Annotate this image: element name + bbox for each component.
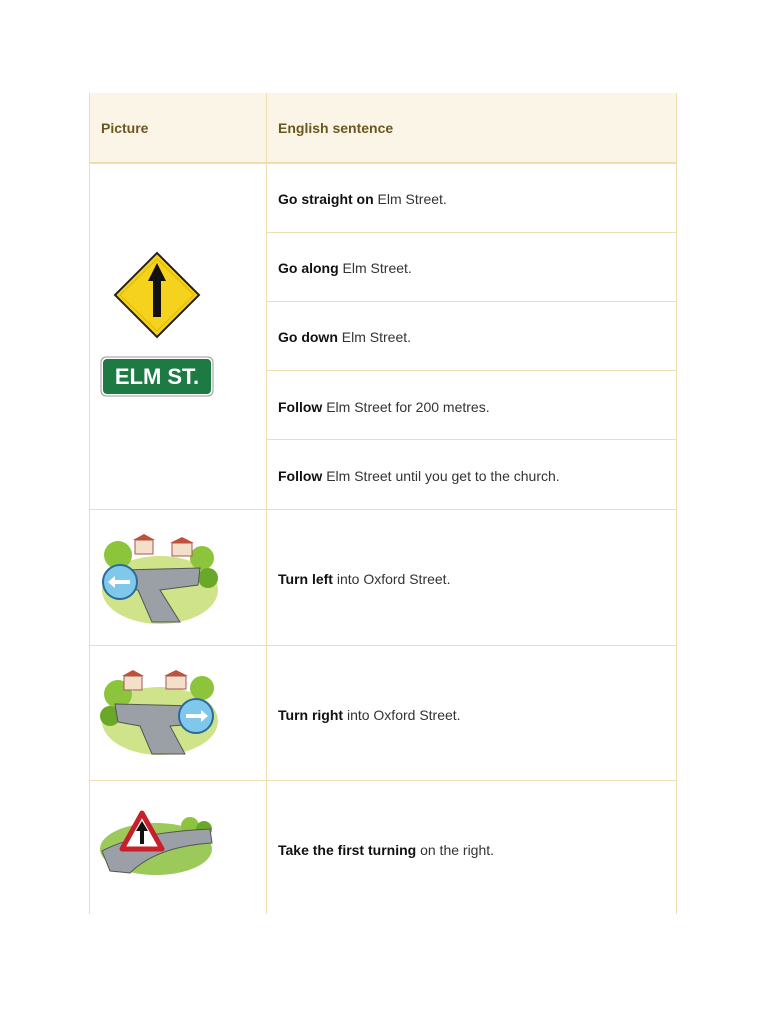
sentence-row bbox=[267, 781, 676, 914]
sentence-keyword: Go down bbox=[278, 329, 338, 345]
sentence-keyword: Turn left bbox=[278, 571, 333, 587]
picture-cell-first-turning bbox=[90, 781, 266, 914]
sentence-keyword: Follow bbox=[278, 399, 323, 415]
sentence-row bbox=[267, 646, 676, 781]
sentence-row bbox=[267, 164, 676, 233]
turn-right-road-icon bbox=[90, 646, 266, 780]
table-right-border bbox=[676, 93, 677, 914]
sentence-row bbox=[267, 302, 676, 371]
sentence-keyword: Go straight on bbox=[278, 191, 374, 207]
sentence-rest: into Oxford Street. bbox=[332, 571, 451, 587]
sentence-keyword: Take the first turning bbox=[278, 842, 417, 858]
picture-cell-turn-right bbox=[90, 646, 266, 781]
elm-st-sign-label: ELM ST. bbox=[114, 364, 200, 389]
sentence-row bbox=[267, 510, 676, 646]
sentence-rest: Elm Street. bbox=[338, 260, 412, 276]
sentence-row bbox=[267, 233, 676, 302]
sentence-keyword: Turn right bbox=[278, 707, 344, 723]
picture-cell-turn-left bbox=[90, 510, 266, 646]
straight-ahead-sign-icon bbox=[90, 164, 266, 509]
directions-table bbox=[89, 93, 677, 914]
sentence-row bbox=[267, 371, 676, 440]
column-divider bbox=[266, 93, 267, 914]
sentence-row bbox=[267, 440, 676, 510]
picture-cell-straight bbox=[90, 164, 266, 510]
first-turning-road-icon bbox=[90, 781, 266, 914]
sentence-rest: Elm Street for 200 metres. bbox=[322, 399, 490, 415]
table-header bbox=[89, 93, 677, 164]
table-left-border bbox=[89, 93, 90, 914]
sentence-keyword: Follow bbox=[278, 468, 323, 484]
sentence-rest: on the right. bbox=[416, 842, 495, 858]
header-english-sentence: English sentence bbox=[278, 120, 394, 136]
sentence-rest: Elm Street. bbox=[337, 329, 412, 345]
sentence-rest: Elm Street. bbox=[373, 191, 447, 207]
header-picture: Picture bbox=[101, 120, 149, 136]
sentence-rest: Elm Street until you get to the church. bbox=[322, 468, 560, 484]
sentence-keyword: Go along bbox=[278, 260, 339, 276]
turn-left-road-icon bbox=[90, 510, 266, 645]
sentence-rest: into Oxford Street. bbox=[343, 707, 461, 723]
